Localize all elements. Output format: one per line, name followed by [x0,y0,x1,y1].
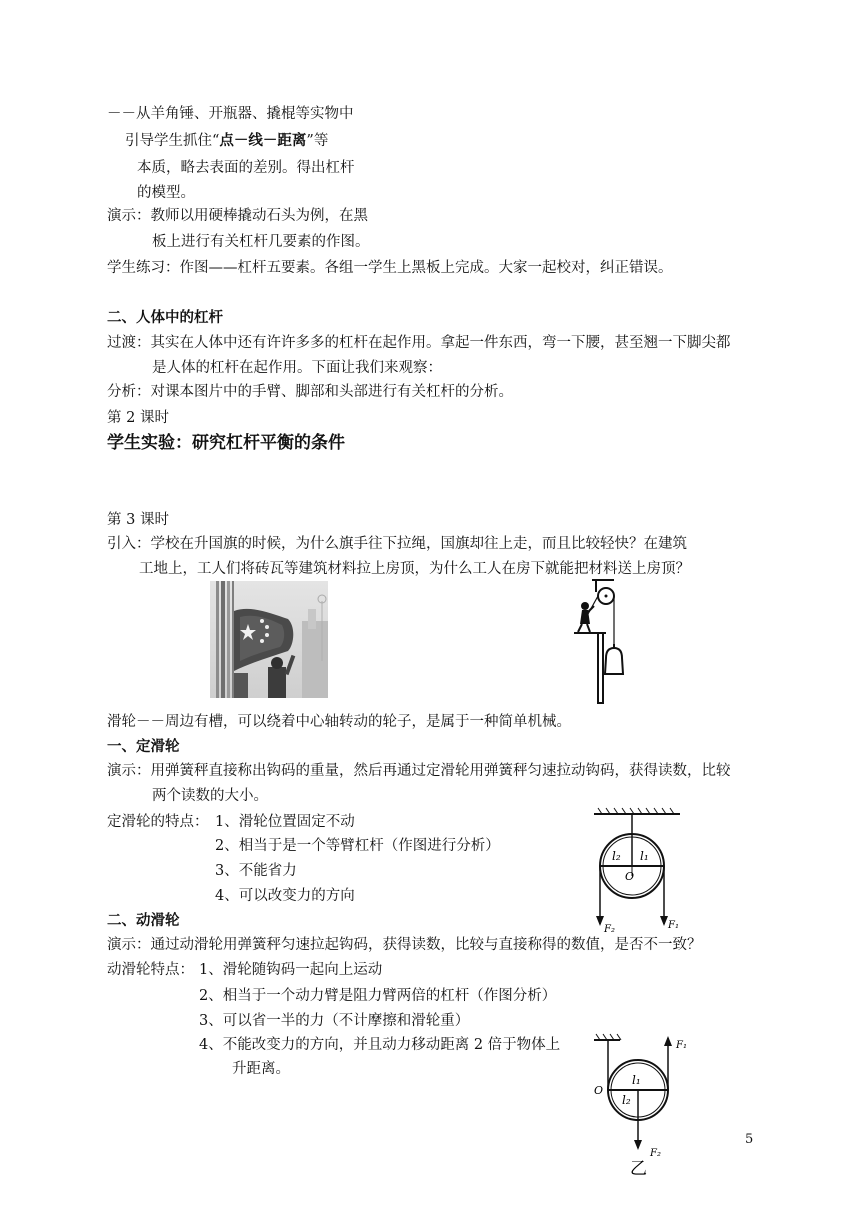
student-practice: 学生练习：作图——杠杆五要素。各组一学生上黑板上完成。大家一起校对，纠正错误。 [107,260,673,276]
intro-line-2-pre: 引导学生抓住“ [125,133,220,149]
intro-line-3: 本质，略去表面的差别。得出杠杆 [137,160,355,176]
worker-pulley-drawing [570,576,630,706]
movable-l2-label: l₂ [622,1093,631,1107]
intro-line-4: 的模型。 [137,185,195,201]
movable-pulley-diagram [588,1032,698,1178]
fixed-feature-1: 1、滑轮位置固定不动 [215,814,355,830]
intro-line-2-post: ”等 [306,133,329,149]
key-phrase: 点－线－距离 [219,133,307,149]
fixed-feature-3: 3、不能省力 [215,863,297,879]
movable-feature-2: 2、相当于一个动力臂是阻力臂两倍的杠杆（作图分析） [199,988,557,1004]
section-heading-body-lever: 二、人体中的杠杆 [107,310,223,326]
fixed-demo-line-2: 两个读数的大小。 [152,788,268,804]
movable-f1-label: F₁ [676,1040,687,1051]
fixed-f2-label: F₂ [604,924,615,934]
fixed-l2-label: l₂ [612,849,621,863]
page-number: 5 [745,1132,754,1147]
transition-line-1: 过渡：其实在人体中还有许许多多的杠杆在起作用。拿起一件东西，弯一下腰，甚至翘一下脚尖都 [107,335,731,351]
movable-feature-label: 动滑轮特点： [107,962,194,978]
movable-feature-4-cont: 升距离。 [232,1061,290,1077]
fixed-feature-4: 4、可以改变力的方向 [215,888,355,904]
intro-line-2 [125,130,328,152]
movable-o-label: O [594,1084,604,1097]
fixed-feature-label: 定滑轮的特点： [107,814,209,830]
fixed-pulley-diagram [588,806,688,934]
fixed-o-label: O [625,870,635,883]
analysis-line: 分析：对课本图片中的手臂、脚部和头部进行有关杠杆的分析。 [107,384,513,400]
lesson-2-title: 学生实验：研究杠杆平衡的条件 [107,433,345,453]
demo-line-1: 演示：教师以用硬棒撬动石头为例，在黑 [107,208,368,224]
movable-feature-1: 1、滑轮随钩码一起向上运动 [199,962,383,978]
fixed-f1-label: F₁ [668,920,679,931]
fixed-feature-2: 2、相当于是一个等臂杠杆（作图进行分析） [215,838,500,854]
intro-line-1: －－从羊角锤、开瓶器、撬棍等实物中 [107,106,354,122]
movable-feature-4: 4、不能改变力的方向，并且动力移动距离 2 倍于物体上 [199,1037,561,1053]
movable-figure-caption: 乙 [630,1159,647,1178]
lesson-2-label: 第 2 课时 [107,410,169,426]
lesson-3-intro-2: 工地上，工人们将砖瓦等建筑材料拉上房顶，为什么工人在房下就能把材料送上房顶？ [139,561,690,577]
transition-line-2: 是人体的杠杆在起作用。下面让我们来观察： [152,360,442,376]
fixed-demo-line-1: 演示：用弹簧秤直接称出钩码的重量，然后再通过定滑轮用弹簧秤匀速拉动钩码，获得读数，比较 [107,763,731,779]
movable-demo: 演示：通过动滑轮用弹簧秤匀速拉起钩码，获得读数，比较与直接称得的数值，是否不一致？ [107,937,702,953]
lesson-3-intro-1: 引入：学校在升国旗的时候，为什么旗手往下拉绳，国旗却往上走，而且比较轻快？在建筑 [107,536,687,552]
fixed-l1-label: l₁ [640,849,649,863]
flag-raising-photo [210,581,328,698]
movable-feature-3: 3、可以省一半的力（不计摩擦和滑轮重） [199,1013,470,1029]
section-heading-fixed-pulley: 一、定滑轮 [107,739,180,755]
demo-line-2: 板上进行有关杠杆几要素的作图。 [152,234,370,250]
lesson-3-label: 第 3 课时 [107,512,169,528]
movable-f2-label: F₂ [650,1148,661,1159]
section-heading-movable-pulley: 二、动滑轮 [107,913,180,929]
pulley-definition: 滑轮－－周边有槽，可以绕着中心轴转动的轮子，是属于一种简单机械。 [107,714,571,730]
movable-l1-label: l₁ [632,1073,641,1087]
